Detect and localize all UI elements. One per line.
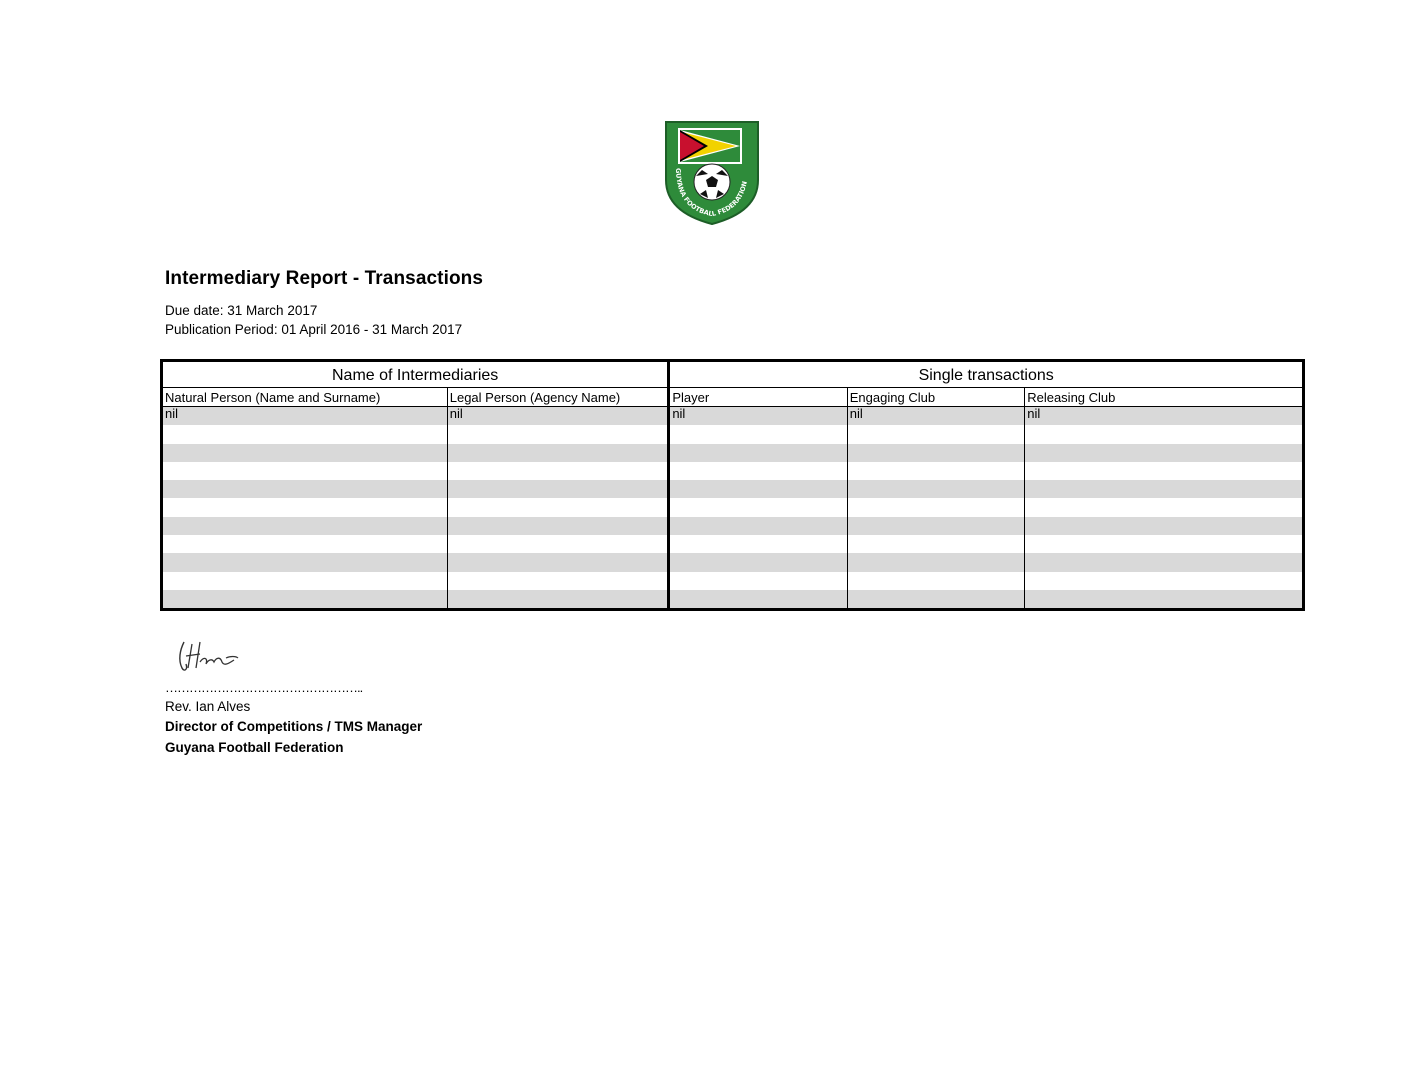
table-cell (162, 553, 448, 571)
table-cell (162, 590, 448, 610)
table-cell (847, 480, 1024, 498)
table-cell (447, 462, 669, 480)
table-row (162, 425, 1304, 443)
table-cell (447, 480, 669, 498)
handwritten-signature-icon (164, 634, 244, 678)
signatory-organization: Guyana Football Federation (165, 740, 344, 755)
group-header-single-transactions: Single transactions (669, 361, 1304, 388)
table-cell (669, 425, 847, 443)
signatory-name: Rev. Ian Alves (165, 699, 251, 714)
table-cell (669, 517, 847, 535)
table-cell (669, 444, 847, 462)
signature-line: ………………………………………….. (165, 680, 363, 695)
table-cell (847, 553, 1024, 571)
table-cell (162, 572, 448, 590)
table-cell (847, 498, 1024, 516)
federation-logo-icon (662, 118, 762, 226)
table-cell (447, 444, 669, 462)
table-cell: nil (669, 407, 847, 426)
signatory-role: Director of Competitions / TMS Manager (165, 719, 423, 734)
table-cell (847, 517, 1024, 535)
due-date: Due date: 31 March 2017 (165, 303, 318, 318)
table-cell (669, 535, 847, 553)
table-cell: nil (847, 407, 1024, 426)
table-cell (447, 553, 669, 571)
table-cell (847, 535, 1024, 553)
table-row (162, 480, 1304, 498)
table-cell (447, 517, 669, 535)
table-row (162, 572, 1304, 590)
table-cell (669, 462, 847, 480)
intermediary-transactions-table (160, 359, 1305, 611)
table-cell: nil (162, 407, 448, 426)
table-cell (162, 444, 448, 462)
column-header-natural-person: Natural Person (Name and Surname) (162, 388, 448, 407)
table-cell (847, 572, 1024, 590)
table-row (162, 462, 1304, 480)
table-cell (669, 480, 847, 498)
table-cell (847, 590, 1024, 610)
table-cell (847, 462, 1024, 480)
table-cell (847, 425, 1024, 443)
table-cell (1025, 425, 1304, 443)
table-cell (447, 535, 669, 553)
table-cell (1025, 498, 1304, 516)
table-row (162, 407, 1304, 426)
table-cell (1025, 517, 1304, 535)
table-cell (162, 535, 448, 553)
table-cell (1025, 444, 1304, 462)
table-cell (447, 572, 669, 590)
column-header-releasing-club: Releasing Club (1025, 388, 1304, 407)
table-cell (162, 462, 448, 480)
table-cell (162, 480, 448, 498)
publication-period: Publication Period: 01 April 2016 - 31 March 2017 (165, 322, 463, 337)
table-row (162, 444, 1304, 462)
column-header-legal-person: Legal Person (Agency Name) (447, 388, 669, 407)
table-cell (447, 425, 669, 443)
table-cell (1025, 462, 1304, 480)
group-header-intermediaries: Name of Intermediaries (162, 361, 669, 388)
table-row (162, 517, 1304, 535)
table-cell (669, 590, 847, 610)
table-cell (1025, 553, 1304, 571)
table-cell (669, 572, 847, 590)
table-cell (162, 425, 448, 443)
table-cell: nil (1025, 407, 1304, 426)
table-cell (669, 553, 847, 571)
table-cell (847, 444, 1024, 462)
table-cell (162, 517, 448, 535)
table-cell (1025, 480, 1304, 498)
table-cell (1025, 572, 1304, 590)
table-row (162, 553, 1304, 571)
table-cell (1025, 535, 1304, 553)
column-header-player: Player (669, 388, 847, 407)
table-cell (162, 498, 448, 516)
table-row (162, 498, 1304, 516)
table-cell (447, 590, 669, 610)
column-header-engaging-club: Engaging Club (847, 388, 1024, 407)
report-title: Intermediary Report - Transactions (165, 268, 484, 289)
table-row (162, 535, 1304, 553)
table-cell (447, 498, 669, 516)
table-cell (669, 498, 847, 516)
table-cell (1025, 590, 1304, 610)
svg-text:GUYANA FOOTBALL FEDERATION: GUYANA FOOTBALL FEDERATION (673, 167, 749, 219)
table-row (162, 590, 1304, 610)
table-cell: nil (447, 407, 669, 426)
